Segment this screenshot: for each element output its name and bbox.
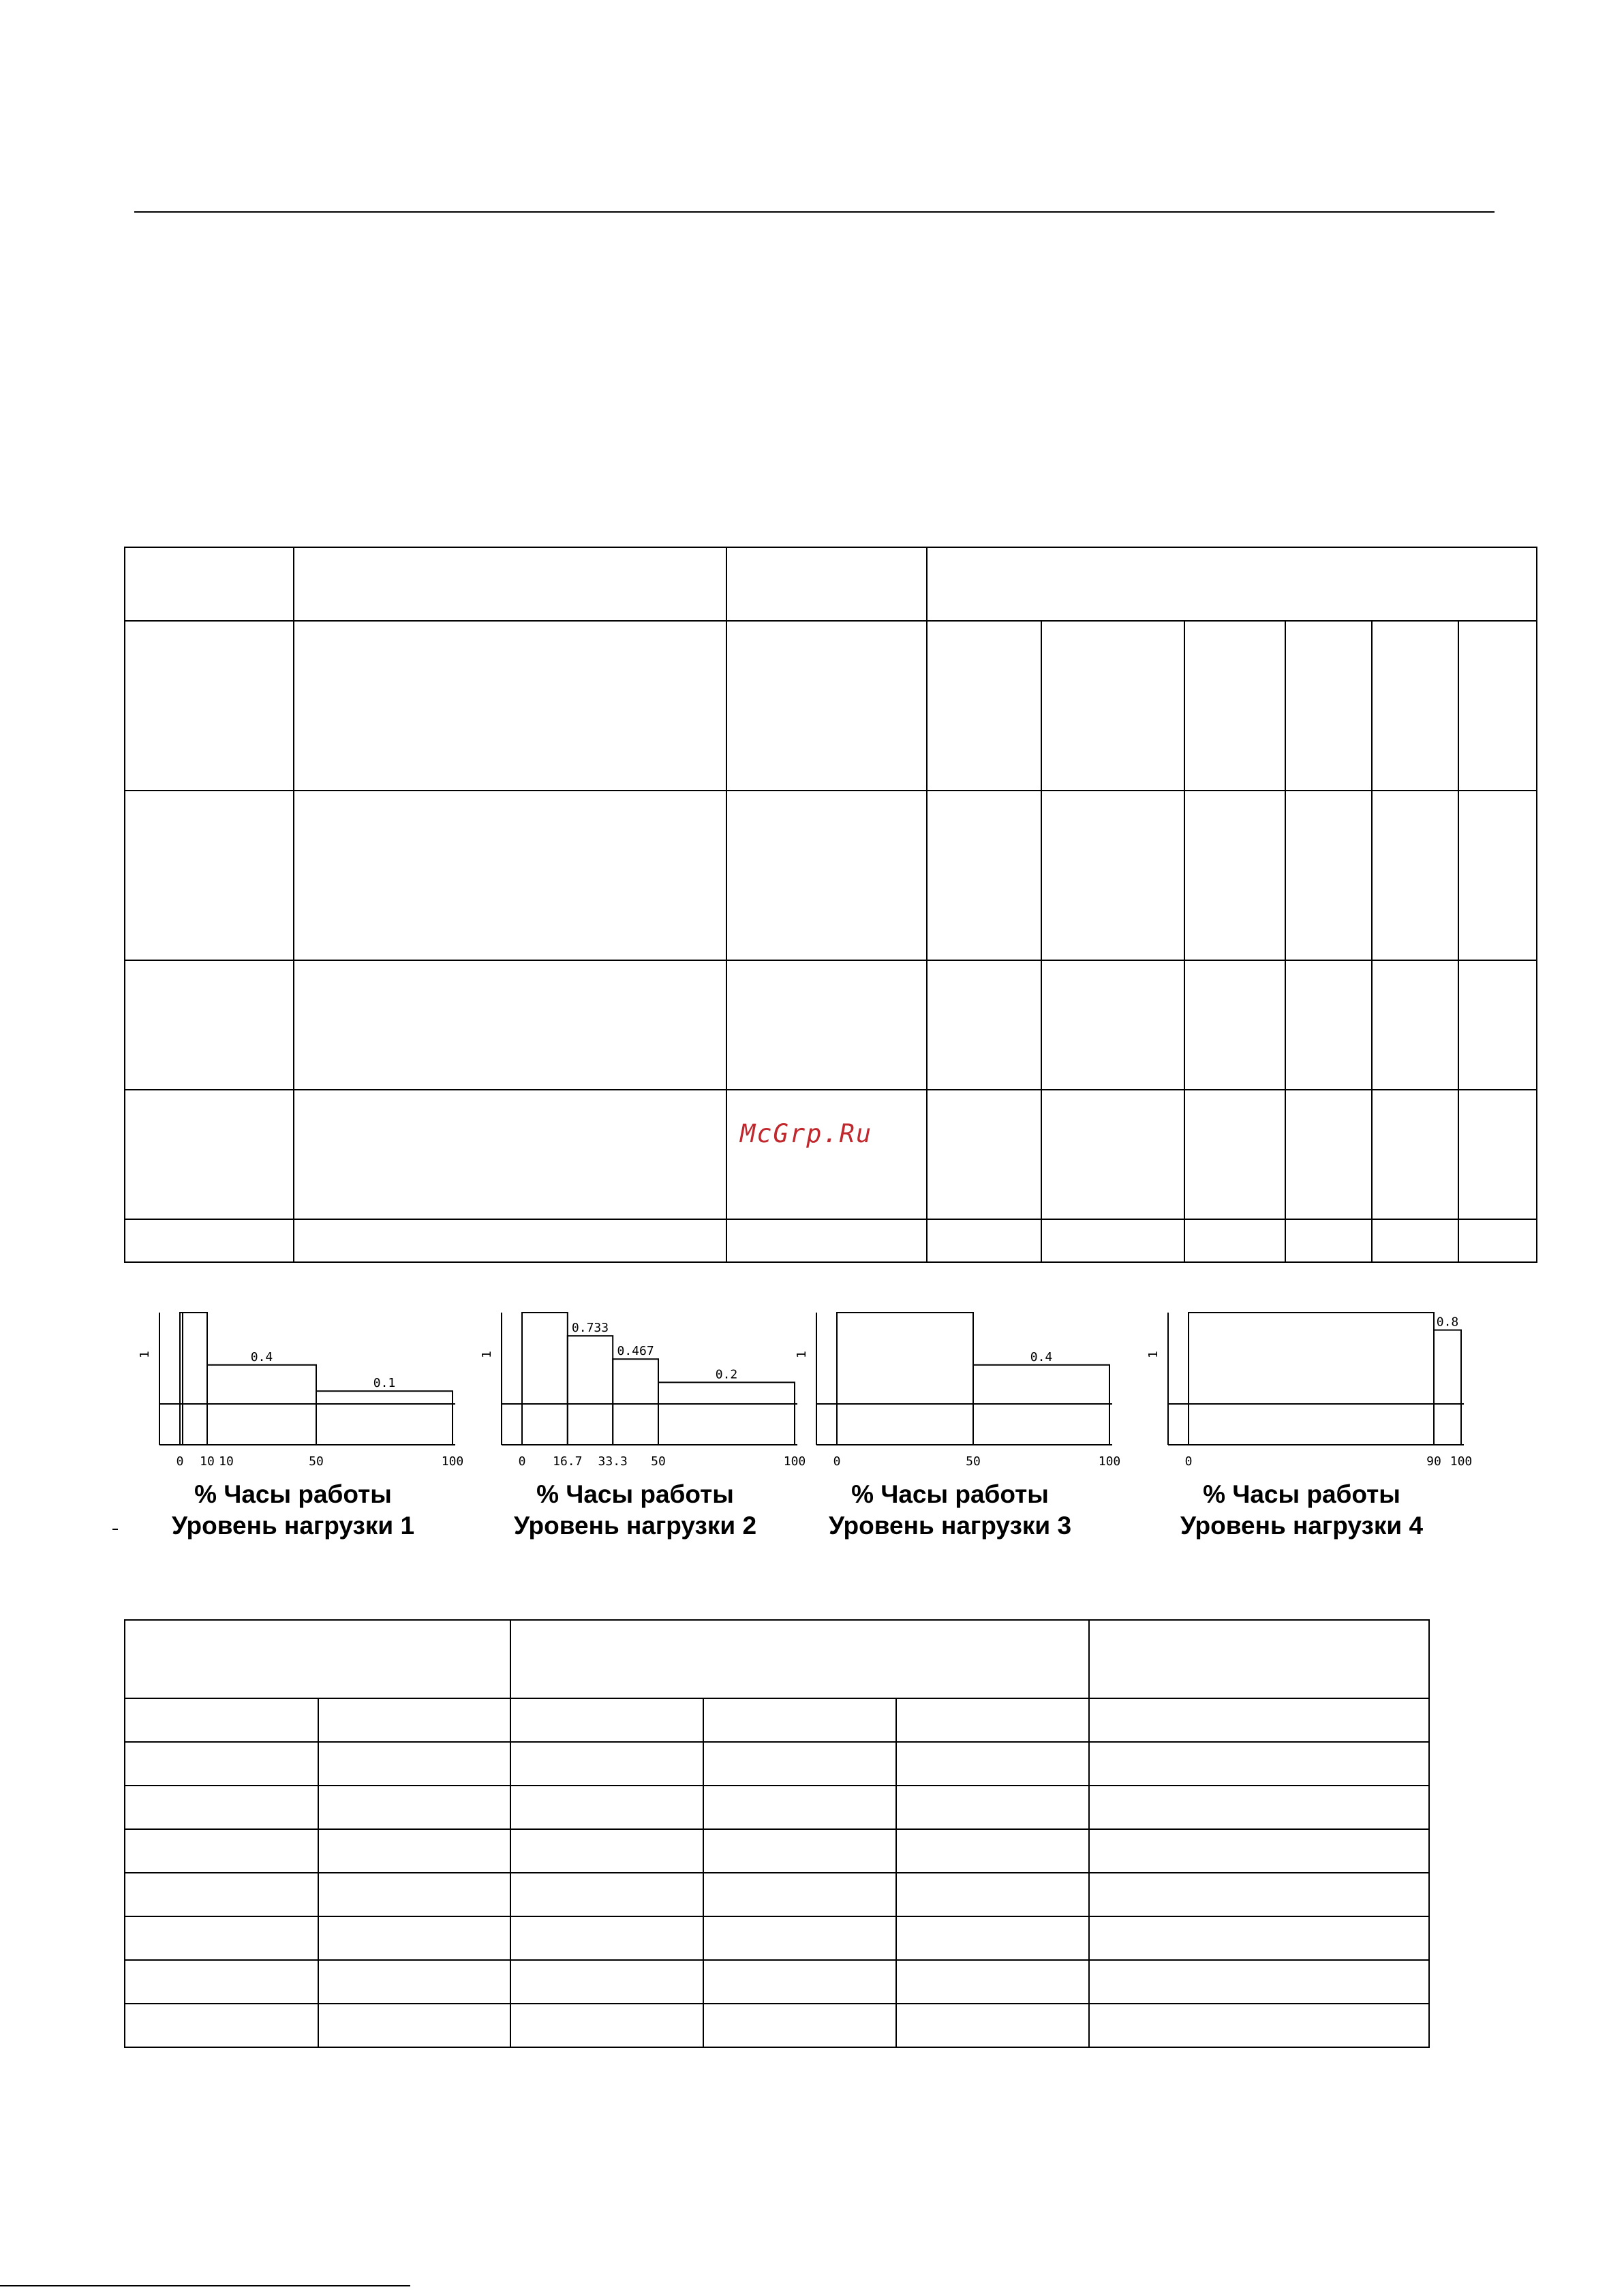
table-cell <box>510 1829 703 1873</box>
table-cell <box>1041 1219 1184 1262</box>
table-row <box>125 1090 1537 1219</box>
table-cell <box>125 621 294 791</box>
table-cell <box>1285 1090 1372 1219</box>
table-cell <box>703 1873 896 1916</box>
chart-caption-line1: % Часы работы <box>851 1480 1049 1508</box>
load-chart-2 <box>478 1294 806 1540</box>
table-cell <box>927 621 1041 791</box>
table-cell <box>1372 1090 1458 1219</box>
x-tick-label: 0 <box>1184 1454 1193 1469</box>
table-cell <box>703 1698 896 1742</box>
table-cell <box>726 1090 927 1219</box>
load-chart-1-plot <box>136 1294 463 1471</box>
table-cell <box>1041 960 1184 1090</box>
table-cell <box>510 1916 703 1960</box>
watermark: McGrp.Ru <box>740 1119 873 1148</box>
table-cell <box>1458 960 1537 1090</box>
table-cell <box>510 1786 703 1829</box>
table-cell <box>1285 791 1372 960</box>
table-cell <box>703 1960 896 2004</box>
lower-table <box>124 1619 1430 2048</box>
table-cell <box>318 1916 510 1960</box>
stray-mark <box>112 1529 118 1530</box>
footnote-rule <box>0 2285 410 2286</box>
table-cell <box>1184 621 1285 791</box>
table-cell <box>1458 1219 1537 1262</box>
table-cell <box>318 2004 510 2047</box>
x-tick-label: 50 <box>651 1454 666 1469</box>
table-cell <box>510 1698 703 1742</box>
table-cell <box>1458 791 1537 960</box>
x-tick-label: 0 <box>518 1454 526 1469</box>
x-tick-label: 90 <box>1426 1454 1441 1469</box>
load-chart-2-plot <box>478 1294 806 1471</box>
table-cell <box>896 1829 1089 1873</box>
table-cell <box>294 621 726 791</box>
table-cell <box>703 1916 896 1960</box>
table-cell <box>318 1786 510 1829</box>
table-cell <box>896 2004 1089 2047</box>
upper-table <box>124 547 1537 1263</box>
header-rule <box>134 211 1495 213</box>
table-row <box>125 1960 1429 2004</box>
table-cell <box>1089 1786 1429 1829</box>
chart-caption-line2: Уровень нагрузки 4 <box>1180 1512 1424 1540</box>
chart-caption-line1: % Часы работы <box>536 1480 734 1508</box>
table-cell <box>1372 1219 1458 1262</box>
chart-caption-line1: % Часы работы <box>1203 1480 1400 1508</box>
chart-caption-line2: Уровень нагрузки 1 <box>171 1512 415 1540</box>
table-cell <box>125 791 294 960</box>
chart-caption <box>478 1479 792 1542</box>
load-chart-3-plot <box>793 1294 1120 1471</box>
table-cell <box>1041 621 1184 791</box>
table-cell <box>1089 1960 1429 2004</box>
load-segment <box>1189 1313 1434 1445</box>
x-tick-label: 100 <box>1450 1454 1473 1469</box>
table-row <box>125 791 1537 960</box>
value-label: 0.733 <box>571 1321 609 1336</box>
x-tick-label: 50 <box>966 1454 981 1469</box>
table-cell <box>318 1873 510 1916</box>
load-segment <box>1434 1330 1461 1445</box>
table-row <box>125 1786 1429 1829</box>
table-row <box>125 1873 1429 1916</box>
table-cell <box>1089 1620 1429 1698</box>
table-cell <box>726 547 927 621</box>
table-cell <box>896 1786 1089 1829</box>
x-tick-label: 50 <box>309 1454 324 1469</box>
load-segment <box>613 1359 658 1445</box>
table-cell <box>703 1786 896 1829</box>
table-row <box>125 547 1537 621</box>
table-cell <box>726 960 927 1090</box>
table-cell <box>1184 1219 1285 1262</box>
x-tick-label: 10 <box>219 1454 234 1469</box>
load-segment <box>973 1365 1109 1445</box>
x-tick-label: 100 <box>783 1454 806 1469</box>
table-cell <box>125 1698 318 1742</box>
value-label: 0.467 <box>617 1344 654 1359</box>
load-chart-1 <box>136 1294 464 1540</box>
table-row <box>125 1742 1429 1786</box>
table-cell <box>927 547 1537 621</box>
table-row <box>125 1698 1429 1742</box>
table-cell <box>1372 791 1458 960</box>
load-segment <box>837 1313 973 1445</box>
table-cell <box>125 2004 318 2047</box>
table-row <box>125 1219 1537 1262</box>
table-cell <box>510 1960 703 2004</box>
table-cell <box>510 1873 703 1916</box>
load-segment <box>316 1391 453 1445</box>
table-cell <box>294 547 726 621</box>
load-segment <box>183 1313 207 1445</box>
table-cell <box>318 1698 510 1742</box>
table-cell <box>927 791 1041 960</box>
table-cell <box>1089 1916 1429 1960</box>
table-cell <box>1089 1742 1429 1786</box>
table-cell <box>1285 1219 1372 1262</box>
table-cell <box>927 1090 1041 1219</box>
value-label: 0.4 <box>1030 1349 1053 1364</box>
table-cell <box>1372 621 1458 791</box>
table-cell <box>318 1960 510 2004</box>
load-chart-4 <box>1145 1294 1473 1540</box>
table-cell <box>125 1960 318 2004</box>
load-segment <box>207 1365 316 1445</box>
table-row <box>125 1620 1429 1698</box>
table-cell <box>896 1698 1089 1742</box>
table-cell <box>703 1742 896 1786</box>
table-cell <box>726 621 927 791</box>
table-cell <box>703 1829 896 1873</box>
chart-caption <box>1145 1479 1458 1542</box>
value-label: 0.1 <box>373 1376 396 1391</box>
table-row <box>125 960 1537 1090</box>
table-cell <box>927 1219 1041 1262</box>
table-cell <box>125 1786 318 1829</box>
table-cell <box>510 1742 703 1786</box>
table-cell <box>125 960 294 1090</box>
table-cell <box>1089 1698 1429 1742</box>
table-cell <box>1458 621 1537 791</box>
table-cell <box>294 960 726 1090</box>
table-cell <box>125 1742 318 1786</box>
table-cell <box>294 1090 726 1219</box>
load-segment <box>658 1382 795 1445</box>
y-axis-label: 1 <box>138 1351 152 1358</box>
table-cell <box>125 547 294 621</box>
y-axis-label: 1 <box>480 1351 494 1358</box>
table-cell <box>125 1090 294 1219</box>
value-label: 0.4 <box>250 1349 273 1364</box>
y-axis-label: 1 <box>1146 1351 1161 1358</box>
table-row <box>125 1829 1429 1873</box>
table-cell <box>896 1960 1089 2004</box>
x-tick-label: 100 <box>441 1454 464 1469</box>
table-cell <box>703 2004 896 2047</box>
x-tick-label: 10 <box>200 1454 215 1469</box>
chart-caption-line2: Уровень нагрузки 3 <box>828 1512 1072 1540</box>
table-row <box>125 2004 1429 2047</box>
x-tick-label: 0 <box>833 1454 841 1469</box>
value-label: 0.2 <box>715 1367 738 1382</box>
chart-caption <box>136 1479 450 1542</box>
table-cell <box>1285 621 1372 791</box>
x-tick-label: 100 <box>1098 1454 1121 1469</box>
table-cell <box>1184 1090 1285 1219</box>
table-cell <box>125 1873 318 1916</box>
table-cell <box>1458 1090 1537 1219</box>
table-cell <box>1089 1829 1429 1873</box>
chart-caption-line1: % Часы работы <box>194 1480 392 1508</box>
y-axis-label: 1 <box>795 1351 809 1358</box>
table-cell <box>896 1916 1089 1960</box>
table-cell <box>510 2004 703 2047</box>
table-cell <box>125 1620 510 1698</box>
table-cell <box>125 1829 318 1873</box>
load-segment <box>568 1336 613 1445</box>
load-segment <box>522 1313 568 1445</box>
load-chart-3 <box>793 1294 1121 1540</box>
x-tick-label: 33.3 <box>598 1454 628 1469</box>
chart-caption-line2: Уровень нагрузки 2 <box>513 1512 757 1540</box>
value-label: 0.8 <box>1436 1315 1459 1330</box>
table-cell <box>1041 1090 1184 1219</box>
table-cell <box>927 960 1041 1090</box>
chart-caption <box>793 1479 1107 1542</box>
table-cell <box>294 1219 726 1262</box>
table-cell <box>294 791 726 960</box>
table-row <box>125 621 1537 791</box>
table-cell <box>1184 791 1285 960</box>
x-tick-label: 16.7 <box>553 1454 583 1469</box>
table-cell <box>1372 960 1458 1090</box>
table-cell <box>125 1916 318 1960</box>
table-cell <box>318 1742 510 1786</box>
table-cell <box>318 1829 510 1873</box>
x-tick-label: 0 <box>176 1454 184 1469</box>
table-cell <box>1041 791 1184 960</box>
table-cell <box>1184 960 1285 1090</box>
table-cell <box>1285 960 1372 1090</box>
table-cell <box>896 1742 1089 1786</box>
load-chart-4-plot <box>1145 1294 1472 1471</box>
table-cell <box>1089 2004 1429 2047</box>
table-cell <box>726 791 927 960</box>
table-cell <box>510 1620 1089 1698</box>
table-cell <box>1089 1873 1429 1916</box>
table-cell <box>896 1873 1089 1916</box>
table-row <box>125 1916 1429 1960</box>
table-cell <box>125 1219 294 1262</box>
table-cell <box>726 1219 927 1262</box>
